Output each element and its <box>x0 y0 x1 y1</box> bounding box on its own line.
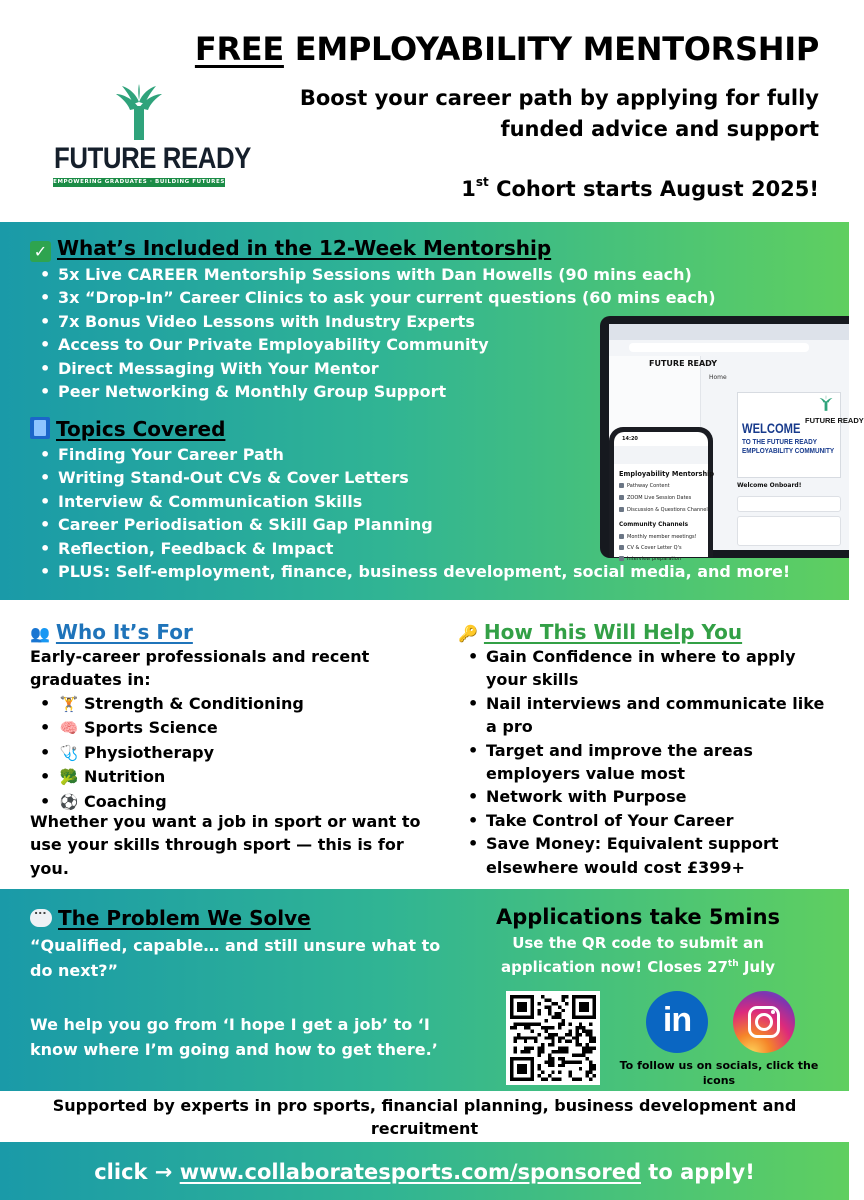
audience-item <box>30 692 304 716</box>
topics-title: Topics Covered <box>56 417 226 441</box>
included-item: • Direct Messaging With Your Mentor <box>30 357 716 380</box>
audience-label: Sports Science <box>84 718 218 738</box>
applications-title: Applications take 5mins <box>495 905 781 929</box>
audience-item <box>30 716 304 740</box>
qr-code-icon <box>510 995 596 1081</box>
instagram-icon[interactable] <box>733 991 795 1053</box>
apply-line <box>0 1160 849 1184</box>
who-title: Who It’s For <box>55 620 193 644</box>
cohort-text: Cohort starts August 2025! <box>488 177 819 201</box>
applications-subtitle-text: Use the QR code to submit an application now! Closes 27 <box>500 934 764 976</box>
app-home-label: Home <box>709 374 727 381</box>
included-item: • Peer Networking & Monthly Group Support <box>30 380 716 403</box>
apply-link[interactable]: www.collaboratesports.com/sponsored <box>179 1160 641 1184</box>
apply-suffix: to apply! <box>640 1160 755 1184</box>
video-welcome-subtitle <box>742 437 834 455</box>
video-welcome-title: WELCOME <box>742 420 801 436</box>
phone-channel-item: Monthly member meetings! <box>619 534 697 540</box>
included-item: • 7x Bonus Video Lessons with Industry Experts <box>30 310 716 333</box>
help-item: • Save Money: Equivalent support elsewhere would cost £399+ <box>458 832 838 879</box>
tree-logo-small-icon <box>819 394 833 412</box>
audience-label: Nutrition <box>84 767 166 787</box>
topic-item: • Writing Stand-Out CVs & Cover Letters <box>30 466 790 489</box>
supported-by-text: Supported by experts in pro sports, financial planning, business development and recruitment <box>52 1096 797 1138</box>
video-brand: FUTURE READY <box>805 416 864 425</box>
included-item: • 3x “Drop-In” Career Clinics to ask your current questions (60 mins each) <box>30 286 716 309</box>
problem-title: The Problem We Solve <box>58 906 311 930</box>
book-icon <box>30 417 50 439</box>
audience-label: Strength & Conditioning <box>84 694 304 713</box>
follow-socials-note: To follow us on socials, click the icons <box>619 1059 819 1087</box>
linkedin-icon[interactable] <box>646 991 708 1053</box>
phone-screen <box>614 432 715 562</box>
topic-item: • Career Periodisation & Skill Gap Planning <box>30 513 790 536</box>
applications-date-ordinal: th <box>727 958 739 969</box>
welcome-board-title: Welcome Onboard! <box>737 482 802 489</box>
welcome-sub-line-2: EMPLOYABILITY COMMUNITY <box>742 446 835 455</box>
included-item: • 5x Live CAREER Mentorship Sessions with Dan Howells (90 mins each) <box>30 263 716 286</box>
browser-address-bar <box>629 343 809 352</box>
linkedin-glyph: in <box>662 1001 692 1039</box>
brain-icon: 🧠 <box>59 719 79 738</box>
help-list <box>458 645 838 879</box>
who-list <box>30 692 304 814</box>
audience-item <box>30 765 304 789</box>
tree-logo-icon <box>114 84 164 140</box>
app-logo: FUTURE READY <box>649 359 717 368</box>
key-icon: 🔑 <box>458 624 478 643</box>
applications-month: July <box>738 957 776 976</box>
header <box>0 0 849 222</box>
cohort-number: 1 <box>461 177 476 201</box>
instagram-lens <box>755 1013 773 1031</box>
check-mark-icon: ✓ <box>30 241 51 262</box>
future-ready-logo <box>50 84 251 188</box>
help-heading <box>458 620 742 644</box>
stethoscope-icon: 🩺 <box>59 743 79 762</box>
application-qr-code[interactable] <box>506 991 600 1085</box>
cohort-ordinal: st <box>475 175 489 189</box>
phone-channel-item: CV & Cover Letter Q's <box>619 545 682 551</box>
included-heading <box>30 236 551 262</box>
who-heading <box>30 620 193 644</box>
title-rest: EMPLOYABILITY MENTORSHIP <box>283 30 819 68</box>
phone-section-title: Employability Mentorship <box>619 470 715 478</box>
phone-community-title: Community Channels <box>619 522 689 528</box>
speech-bubble-icon <box>30 909 52 927</box>
page-title <box>195 30 819 68</box>
problem-quote: “Qualified, capable… and still unsure what to do next?” <box>30 936 441 980</box>
audience-label: Physiotherapy <box>84 742 215 762</box>
cohort-date <box>461 177 819 201</box>
help-item: • Gain Confidence in where to apply your skills <box>458 645 838 692</box>
topic-item: • Reflection, Feedback & Impact <box>30 537 790 560</box>
topic-item: • PLUS: Self-employment, finance, business development, social media, and more! <box>30 560 790 583</box>
problem-text: We help you go from ‘I hope I get a job’ to ‘I know where I’m going and how to get there.’ <box>30 1015 438 1059</box>
instagram-dot <box>771 1010 775 1014</box>
weightlifter-icon: 🏋 <box>59 695 79 713</box>
phone-channel-item: Pathway Content <box>619 483 670 489</box>
problem-heading <box>30 906 311 930</box>
broccoli-icon: 🥦 <box>59 768 79 787</box>
phone-time: 14:20 <box>622 436 638 442</box>
topics-heading <box>30 417 225 441</box>
topic-item: • Finding Your Career Path <box>30 443 790 466</box>
included-item: • Access to Our Private Employability Community <box>30 333 716 356</box>
soccer-ball-icon: ⚽ <box>59 792 79 811</box>
help-item: • Network with Purpose <box>458 785 838 808</box>
logo-tagline: EMPOWERING GRADUATES · BUILDING FUTURES <box>53 179 225 185</box>
apply-prefix: click → <box>94 1160 180 1184</box>
phone-channel-item: ZOOM Live Session Dates <box>619 495 691 501</box>
help-item: • Target and improve the areas employers value most <box>458 739 838 786</box>
phone-channel-item: Discussion & Questions Channel <box>619 507 708 513</box>
audience-label: Coaching <box>84 791 167 811</box>
title-free: FREE <box>194 30 284 68</box>
page-subtitle: Boost your career path by applying for fully funded advice and support <box>299 86 819 141</box>
help-item: • Take Control of Your Career <box>458 809 838 832</box>
feed-post <box>737 516 841 546</box>
browser-tabs <box>609 324 849 340</box>
who-outro: Whether you want a job in sport or want to use your skills through sport — this is for you. <box>30 812 421 878</box>
phone-channel-item: Interview preparation <box>619 556 681 562</box>
audience-item <box>30 741 304 765</box>
post-composer <box>737 496 841 512</box>
applications-subtitle <box>470 932 806 979</box>
phone-frame <box>609 427 715 562</box>
who-intro: Early-career professionals and recent graduates in: <box>30 647 370 690</box>
welcome-sub-line-1: TO THE FUTURE READY <box>742 437 817 446</box>
help-title: How This Will Help You <box>483 620 743 644</box>
logo-wordmark: FUTURE READY <box>54 142 251 175</box>
help-item: • Nail interviews and communicate like a pro <box>458 692 838 739</box>
phone-header <box>614 446 708 464</box>
people-icon: 👥 <box>30 624 50 643</box>
topic-item: • Interview & Communication Skills <box>30 490 790 513</box>
included-title: What’s Included in the 12-Week Mentorship <box>57 236 552 260</box>
